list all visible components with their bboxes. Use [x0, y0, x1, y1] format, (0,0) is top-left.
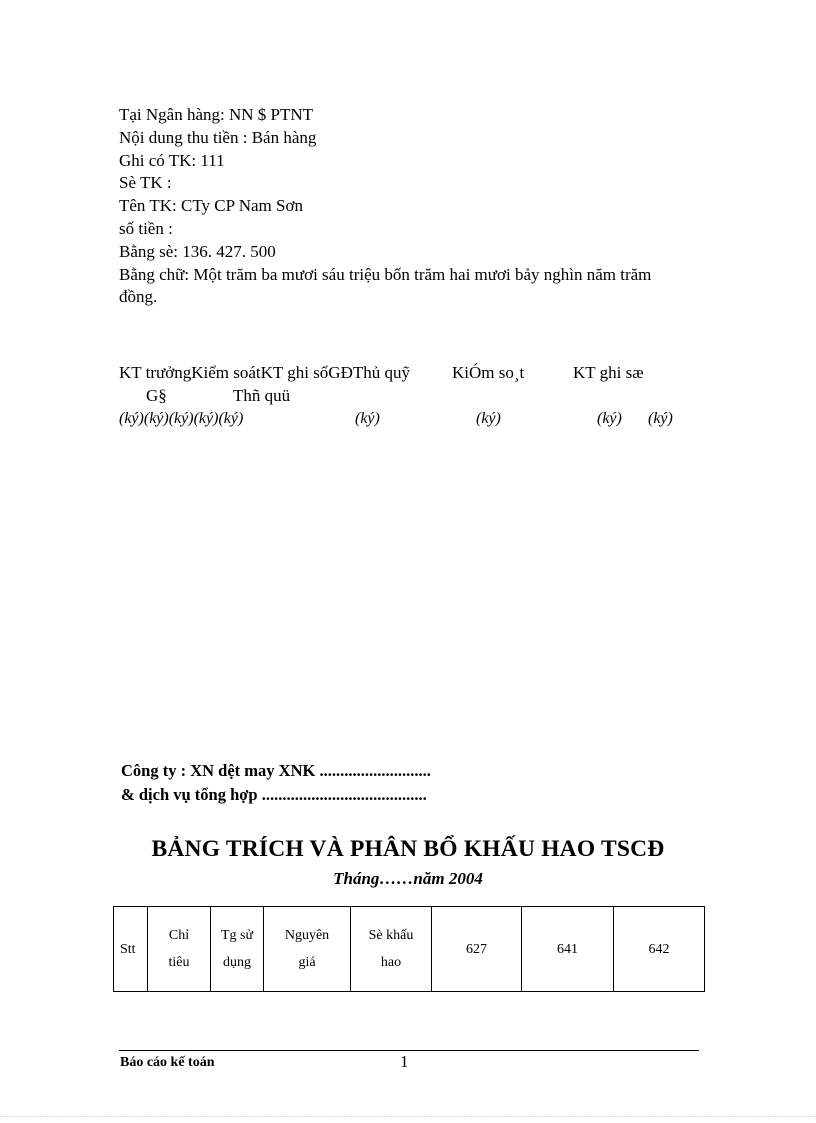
header-tg-line2: dụng	[223, 955, 251, 970]
amount-number-line: Bằng sè: 136. 427. 500	[119, 241, 276, 261]
signature-ky-1: (ký)	[355, 410, 380, 427]
signature-title-kt-ghi-so: KT ghi sæ	[573, 363, 644, 382]
header-641: 641	[522, 907, 614, 992]
page-number: 1	[400, 1052, 409, 1071]
signature-title-kiem-soat: KiÓm so¸t	[452, 363, 525, 382]
header-so-khau-hao	[351, 907, 432, 992]
signature-titles: KT trưởngKiểm soátKT ghi sổGĐThủ quỹ	[119, 363, 410, 382]
header-tg-su-dung	[211, 907, 264, 992]
company-header	[121, 759, 431, 807]
signature-sub-thu-quy: Thñ quü	[233, 386, 291, 405]
header-stt: Stt	[114, 907, 148, 992]
header-so-khau-hao-line2: hao	[380, 955, 402, 970]
header-627: 627	[432, 907, 522, 992]
signature-ky-group: (ký)(ký)(ký)(ký)(ký)	[119, 410, 244, 427]
header-chi-tieu-line2: tiêu	[168, 955, 190, 970]
depreciation-table	[113, 906, 705, 992]
header-nguyen-gia	[264, 907, 351, 992]
header-tg-line1: Tg sử	[220, 928, 254, 943]
header-nguyen-gia-line1: Nguyên	[284, 928, 330, 943]
footer-report-name: Báo cáo kế toán	[120, 1055, 215, 1070]
header-chi-tieu	[148, 907, 211, 992]
account-name-line: Tên TK: CTy CP Nam Sơn	[119, 196, 303, 216]
header-642: 642	[614, 907, 705, 992]
report-title: BẢNG TRÍCH VÀ PHÂN BỔ KHẤU HAO TSCĐ	[151, 836, 665, 862]
signature-sub-gd: G§	[146, 386, 167, 405]
signature-ky-3: (ký)	[597, 410, 622, 427]
receipt-info	[119, 104, 679, 309]
amount-words-line: Bằng chữ: Một trăm ba mươi sáu triệu bốn trăm hai mươi bảy nghìn năm trăm đồng.	[119, 264, 652, 307]
footer-rule	[119, 1050, 699, 1051]
account-number-line: Sè TK :	[119, 173, 172, 193]
company-line-2: & dịch vụ tổng hợp ........................................	[121, 785, 427, 804]
bank-line: Tại Ngân hàng: NN $ PTNT	[119, 105, 314, 124]
credit-account-line: Ghi có TK: 111	[119, 150, 225, 170]
header-so-khau-hao-line1: Sè khấu	[368, 928, 414, 943]
signature-ky-2: (ký)	[476, 410, 501, 427]
company-line-1: Công ty : XN dệt may XNK ...........................	[121, 761, 431, 780]
header-chi-tieu-line1: Chỉ	[168, 928, 190, 943]
signature-ky-4: (ký)	[648, 410, 673, 427]
page-edge	[0, 1116, 816, 1117]
content-line: Nội dung thu tiền : Bán hàng	[119, 127, 317, 147]
table-header-row	[114, 907, 705, 992]
header-nguyen-gia-line2: giá	[298, 955, 316, 970]
report-subtitle: Tháng……năm 2004	[333, 869, 483, 888]
amount-label-line: số tiền :	[119, 218, 173, 238]
